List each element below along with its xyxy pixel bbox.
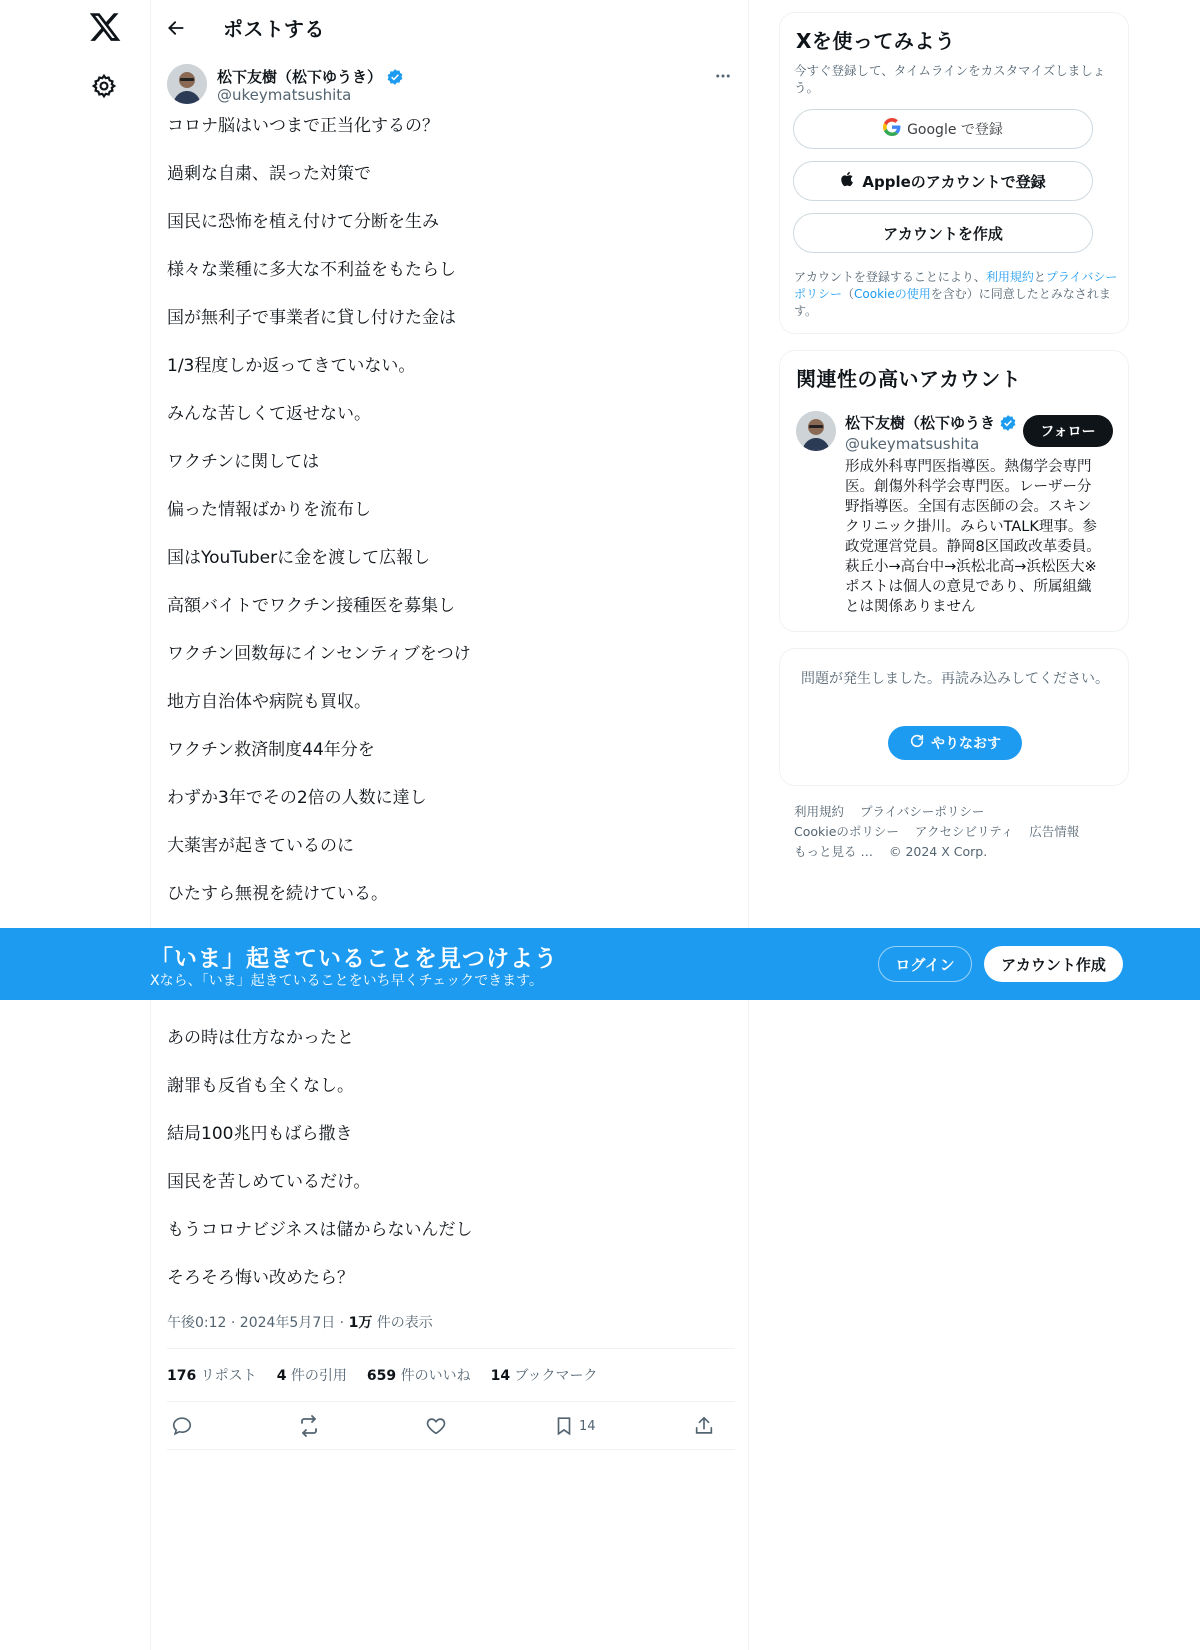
left-nav [0, 0, 150, 1650]
relevant-account-handle[interactable]: @ukeymatsushita [845, 435, 980, 453]
share-icon[interactable] [693, 1413, 715, 1439]
post-line: ひたすら無視を続けている。 [167, 884, 388, 904]
post-line: コロナ脳はいつまで正当化するの？ [167, 116, 439, 136]
banner-subtitle: Xなら、「いま」起きていることをいち早くチェックできます。 [150, 973, 544, 989]
footer-link[interactable]: 広告情報 [1029, 824, 1080, 839]
bookmark-icon[interactable] [553, 1413, 596, 1439]
avatar[interactable] [796, 411, 836, 451]
bookmark-count: 14 [579, 1418, 596, 1434]
post-stats [167, 1348, 735, 1402]
apple-signup-label: Appleのアカウントで登録 [862, 172, 1046, 191]
footer-links [779, 802, 1129, 862]
relevant-name-row [845, 412, 1017, 433]
google-icon [883, 118, 901, 140]
post-line: 国民に恐怖を植え付けて分断を生み [167, 212, 439, 232]
login-banner [0, 928, 1200, 1000]
refresh-icon [909, 733, 925, 753]
author-name-row [217, 66, 404, 87]
post-line: 高額バイトでワクチン接種医を募集し [167, 596, 456, 616]
apple-icon [840, 170, 856, 192]
author-name[interactable]: 松下友樹（松下ゆうき） [217, 68, 383, 86]
footer-link[interactable]: プライバシーポリシー [860, 804, 985, 819]
quote-stat[interactable]: 4 件の引用 [276, 1368, 347, 1384]
follow-button[interactable]: フォロー [1023, 415, 1113, 447]
retry-button[interactable] [888, 726, 1022, 760]
post-line: 謝罪も反省も全くなし。 [167, 1076, 354, 1096]
back-arrow-icon[interactable] [159, 11, 193, 45]
footer-link[interactable]: アクセシビリティ [914, 824, 1014, 839]
terms-text: アカウントを登録することにより、利用規約とプライバシーポリシー（Cookieの使用を含む）に同意したとみなされます。 [794, 270, 1118, 318]
post-line: 過剰な自粛、誤った対策で [167, 164, 371, 184]
apple-signup-button[interactable] [793, 161, 1093, 201]
post-line: 結局100兆円もばら撒き [167, 1124, 353, 1144]
x-logo-icon[interactable] [88, 10, 122, 44]
repost-stat[interactable]: 176 リポスト [167, 1368, 257, 1384]
signup-card [779, 12, 1129, 334]
more-icon[interactable] [711, 64, 735, 88]
reply-icon[interactable] [171, 1413, 193, 1439]
login-button[interactable]: ログイン [878, 946, 972, 982]
avatar[interactable] [167, 64, 207, 104]
post-line: 国が無利子で事業者に貸し付けた金は [167, 308, 456, 328]
google-signup-label: Google で登録 [907, 122, 1003, 138]
post-line: 国民を苦しめているだけ。 [167, 1172, 371, 1192]
cookie-link[interactable]: Cookieの使用 [854, 287, 931, 301]
footer-more-link[interactable]: もっと見る … [794, 844, 873, 859]
retry-label: やりなおす [931, 736, 1001, 752]
timestamp[interactable]: 午後0:12 · 2024年5月7日 · [167, 1315, 349, 1331]
google-signup-button[interactable] [793, 109, 1093, 149]
relevant-account-name[interactable]: 松下友樹（松下ゆうき [845, 414, 996, 432]
signup-button[interactable]: アカウント作成 [984, 946, 1123, 982]
post-timestamp [167, 1312, 433, 1332]
like-stat[interactable]: 659 件のいいね [366, 1368, 471, 1384]
gear-icon[interactable] [87, 69, 121, 103]
privacy-link[interactable]: プライバシーポリシー [794, 270, 1118, 301]
signup-title: Xを使ってみよう [796, 29, 956, 53]
relevant-accounts-card [779, 350, 1129, 632]
copyright: © 2024 X Corp. [888, 844, 988, 859]
banner-title: 「いま」起きていることを見つけよう [150, 946, 558, 972]
post-line: 様々な業種に多大な不利益をもたらし [167, 260, 456, 280]
verified-badge-icon [386, 68, 404, 86]
main-column [150, 0, 749, 1650]
like-icon[interactable] [425, 1413, 447, 1439]
post-line: ワクチンに関しては [167, 452, 320, 472]
post-line: 大薬害が起きているのに [167, 836, 354, 856]
post-author [167, 64, 735, 106]
relevant-account-bio: 形成外科専門医指導医。熱傷学会専門医。創傷外科学会専門医。レーザー分野指導医。全国有志医師の会。スキンクリニック掛川。みらいTALK理事。参政党運営党員。静岡8区国政改革委員。萩丘小→高台中→浜松北高→浜松医大※ポストは個人の意見であり、所属組織とは関係ありません [845, 459, 1101, 615]
post-line: 地方自治体や病院も買収。 [167, 692, 371, 712]
error-message: 問題が発生しました。再読み込みしてください。 [801, 671, 1109, 687]
post-line: 1/3程度しか返ってきていない。 [167, 356, 416, 376]
views-label: 件の表示 [372, 1315, 433, 1331]
create-account-button[interactable]: アカウントを作成 [793, 213, 1093, 253]
post-line: 国はYouTuberに金を渡して広報し [167, 548, 431, 568]
page-title: ポストする [223, 17, 325, 41]
footer-link[interactable]: 利用規約 [794, 804, 845, 819]
post-line: そろそろ悔い改めたら？ [167, 1268, 354, 1288]
author-handle[interactable]: @ukeymatsushita [217, 86, 352, 104]
signup-subtitle: 今すぐ登録して、タイムラインをカスタマイズしましょう。 [794, 63, 1106, 95]
verified-badge-icon [999, 414, 1017, 432]
post-actions [167, 1402, 735, 1450]
footer-link[interactable]: Cookieのポリシー [794, 824, 899, 839]
page-header [151, 0, 750, 56]
views-count: 1万 [348, 1315, 373, 1331]
repost-icon[interactable] [297, 1413, 321, 1439]
relevant-title: 関連性の高いアカウント [796, 367, 1022, 391]
bookmark-stat[interactable]: 14 ブックマーク [490, 1368, 598, 1384]
post-line: みんな苦しくて返せない。 [167, 404, 371, 424]
error-card [779, 648, 1129, 786]
post-line: ワクチン回数毎にインセンティブをつけ [167, 644, 471, 664]
post-line: ワクチン救済制度44年分を [167, 740, 375, 760]
terms-link[interactable]: 利用規約 [985, 270, 1034, 284]
post-line: 偏った情報ばかりを流布し [167, 500, 371, 520]
post-line: もうコロナビジネスは儲からないんだし [167, 1220, 473, 1240]
post-line: わずか3年でその2倍の人数に達し [167, 788, 427, 808]
post-line: あの時は仕方なかったと [167, 1028, 354, 1048]
right-sidebar [779, 12, 1129, 862]
post-body [167, 113, 735, 1313]
